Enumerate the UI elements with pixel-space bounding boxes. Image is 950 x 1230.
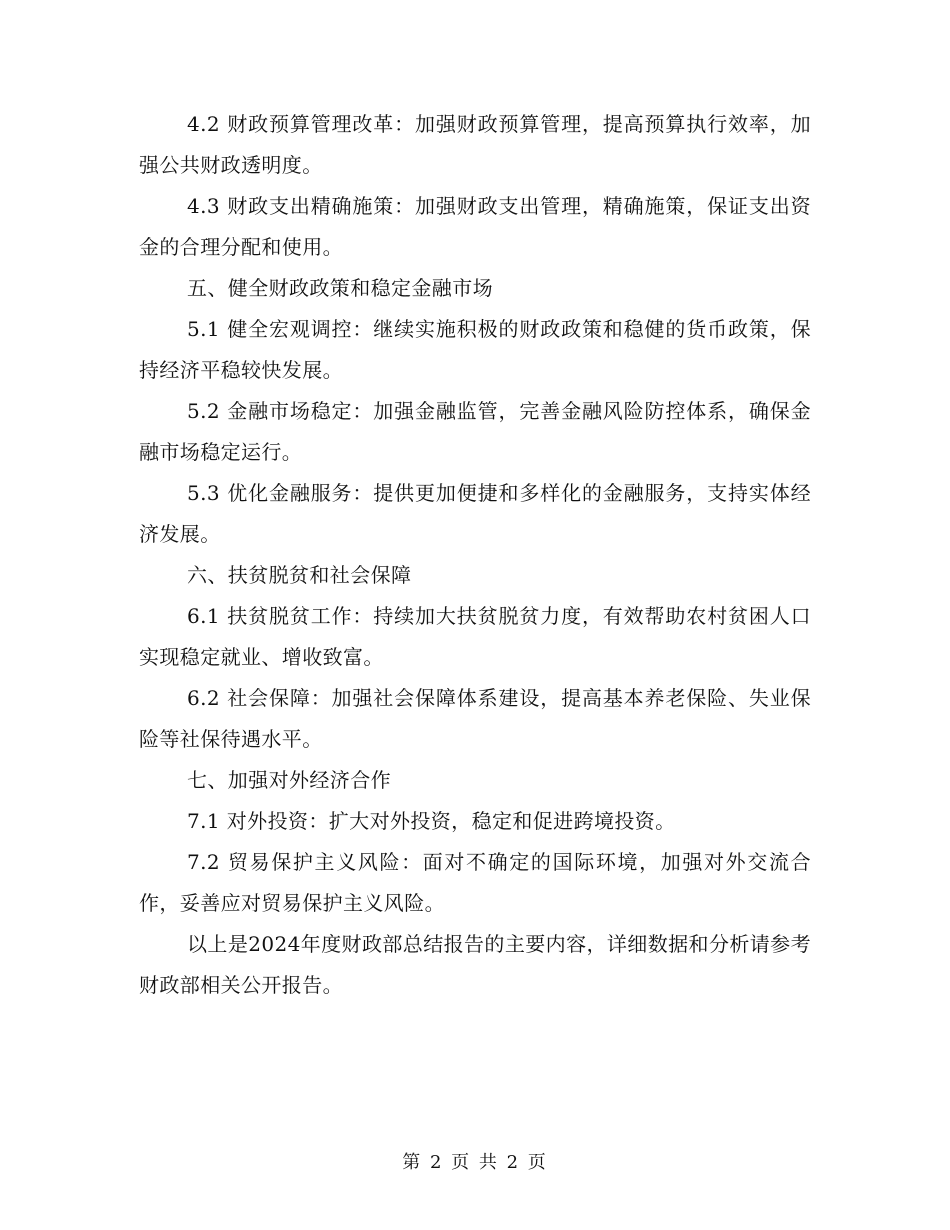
section-heading-7: 七、加强对外经济合作: [187, 768, 391, 792]
section-heading-6: 六、扶贫脱贫和社会保障: [187, 563, 412, 587]
paragraph-6-1: 6.1 扶贫脱贫工作：持续加大扶贫脱贫力度，有效帮助农村贫困人口实现稳定就业、增收致富。: [139, 604, 811, 669]
section-heading-5: 五、健全财政政策和稳定金融市场: [187, 276, 493, 300]
paragraph-7-1: 7.1 对外投资：扩大对外投资，稳定和促进跨境投资。: [187, 809, 676, 833]
paragraph-5-2: 5.2 金融市场稳定：加强金融监管，完善金融风险防控体系，确保金融市场稳定运行。: [139, 399, 811, 464]
document-body: [139, 104, 811, 1006]
paragraph-6-2: 6.2 社会保障：加强社会保障体系建设，提高基本养老保险、失业保险等社保待遇水平。: [139, 686, 811, 751]
closing-paragraph: 以上是2024年度财政部总结报告的主要内容，详细数据和分析请参考财政部相关公开报告。: [139, 932, 811, 997]
paragraph-5-3: 5.3 优化金融服务：提供更加便捷和多样化的金融服务，支持实体经济发展。: [139, 481, 811, 546]
paragraph-7-2: 7.2 贸易保护主义风险：面对不确定的国际环境，加强对外交流合作，妥善应对贸易保护主义风险。: [139, 850, 811, 915]
paragraph-5-1: 5.1 健全宏观调控：继续实施积极的财政政策和稳健的货币政策，保持经济平稳较快发展。: [139, 317, 811, 382]
page-number-footer: 第 2 页 共 2 页: [402, 1152, 548, 1173]
paragraph-4-3: 4.3 财政支出精确施策：加强财政支出管理，精确施策，保证支出资金的合理分配和使用。: [139, 194, 811, 259]
paragraph-4-2: 4.2 财政预算管理改革：加强财政预算管理，提高预算执行效率，加强公共财政透明度。: [139, 112, 811, 177]
